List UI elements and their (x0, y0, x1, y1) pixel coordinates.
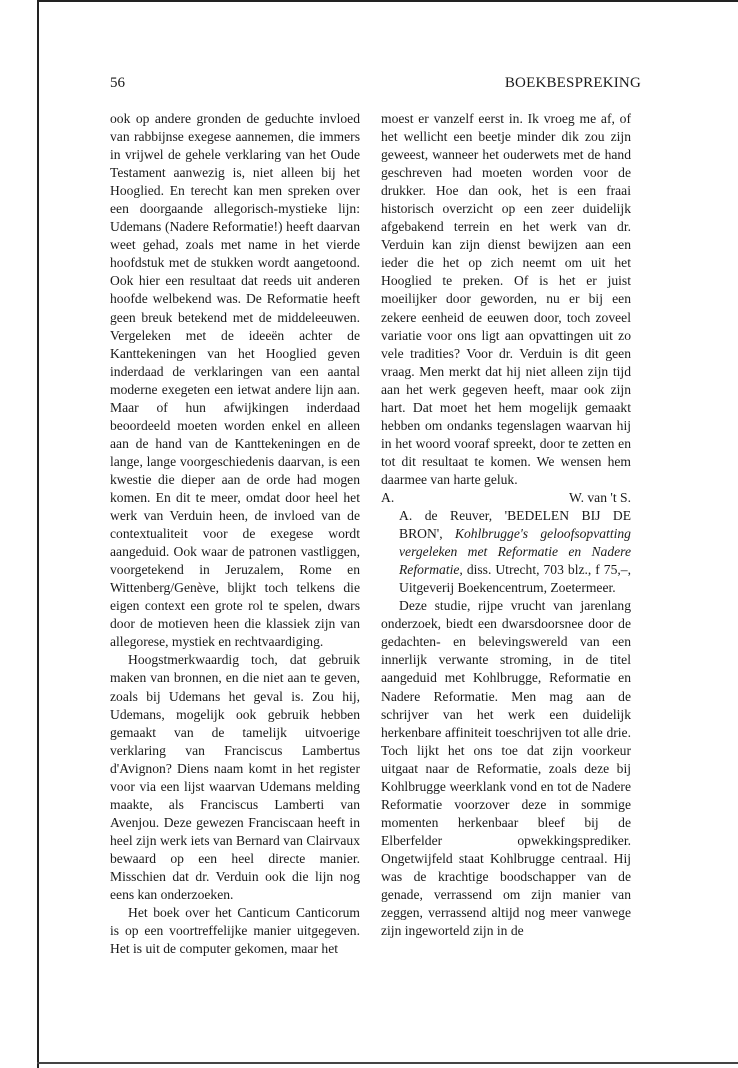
right-column (381, 110, 631, 940)
citation-details: diss. Utrecht, 703 blz., f 75,–, Uitgeverij Boekencentrum, Zoetermeer. (399, 562, 631, 596)
book-citation (381, 507, 631, 597)
signature-initial: A. (381, 489, 395, 505)
page-edge-bottom (37, 1062, 738, 1064)
page-edge-top (37, 0, 738, 2)
right-paragraph-2: Deze studie, rijpe vrucht van jarenlang onderzoek, biedt een dwarsdoorsnee door de gedachten- en belevingswereld van een innerlijk verwante stroming, in de titel aangeduid met Kohlbrugge, Reformatie en Nadere Reformatie. Men mag aan de schrijver van het werk een duidelijk herkenbare affiniteit toeschrijven tot alle drie. Toch lijkt het ons toe dat zijn voorkeur uitgaat naar de Reformatie, zoals deze bij Kohlbrugge weerklank vond en tot de Nadere Reformatie voorzover deze in sommige momenten herkenbaar bleef bij de Elberfelder opwekkingsprediker. Ongetwijfeld staat Kohlbrugge centraal. Hij was de krachtige boodschapper van de genade, verrassend om zijn manier van zeggen, verrassend altijd nog meer vanwege zijn ingeworteld zijn in de (381, 598, 631, 939)
right-paragraph-1: moest er vanzelf eerst in. Ik vroeg me af, of het wellicht een beetje minder dik zou zijn geweest, wanneer het ouderwets met de hand geschreven had moeten worden voor de drukker. Hoe dan ook, het is een fraai historisch overzicht op een zeer duidelijk afgebakend terrein en het werk van dr. Verduin kan zijn dienst bewijzen aan een ieder die het op zich neemt om uit het Hooglied te preken. Of is het er juist moeilijker door geworden, nu er bij een zekere eenheid de eeuwen door, toch zoveel variatie voor ons ligt aan opvattingen uit zo vele tradities? Voor dr. Verduin is dit geen vraag. Men merkt dat hij niet alleen zijn tijd aan het werk gegeven heeft, maar ook zijn hart. Dat moet het hem mogelijk gemaakt hebben om ondanks tegenslagen waarvan hij in het woord vooraf spreekt, door te zetten en tot dit resultaat te komen. We wensen hem daarmee van harte geluk. (381, 111, 631, 487)
citation-title: Kohlbrugge's geloofsopvatting vergeleken met Reformatie en Nadere Reformatie, (399, 526, 631, 578)
left-paragraph-1: ook op andere gronden de geduchte invloed van rabbijnse exegese aannemen, die immers in vrijwel de gehele verklaring van het Oude Testament aanwezig is, niet alleen bij het Hooglied. En terecht kan men spreken over een doorgaande allegorisch-mystieke lijn: Udemans (Nadere Reformatie!) heeft daarvan weet gehad, zoals met name in het vierde hoofdstuk met de stukken wordt aangetoond. Ook hier een resultaat dat reeds uit anderen hoofde welbekend was. De Reformatie heeft geen breuk betekend met de middeleeuwen. Vergeleken met de ideeën achter de Kanttekeningen van het Hooglied geven inderdaad de verklaringen van een aantal moderne exegeten een ietwat andere lijn aan. Maar of hun afwijkingen inderdaad beoordeeld moeten worden enkel en alleen aan de hand van de Kanttekeningen en de lange, lange voorgeschiedenis daarvan, is een kwestie die dieper aan de orde had mogen komen. En dit te meer, omdat door heel het werk van Verduin heen, de invloed van de contextualiteit voor de exegese wordt aangeduid. Ook waar de patronen vastliggen, voorgetekend in Jeruzalem, Rome en Wittenberg/Genève, blijkt toch telkens die eigen context een grote rol te spelen, dwars door de motieven heen die klassiek zijn van allegorese, mystiek en rechtvaardiging. (110, 111, 360, 650)
page-number: 56 (110, 75, 125, 91)
signature-name: W. van 't S. (569, 489, 631, 505)
left-paragraph-2: Hoogstmerkwaardig toch, dat gebruik maken van bronnen, en die niet aan te geven, zoals bij Udemans het geval is. Zou hij, Udemans, mogelijk ook gebruik hebben gemaakt van de tamelijk uitvoerige verklaring van Franciscus Lambertus d'Avignon? Diens naam komt in het register voor via een lijst waarvan Udemans melding maakte, als Franciscus Lamberti van Avenjou. Deze gewezen Franciscaan heeft in heel zijn werk iets van Bernard van Clairvaux bewaard op een heel directe manier. Misschien dat dr. Verduin ook die lijn nog eens kan onderzoeken. (110, 652, 360, 903)
citation-author: A. de Reuver, 'BEDELEN BIJ DE BRON', (399, 508, 631, 542)
review-signature (381, 489, 631, 507)
left-column (110, 110, 360, 958)
left-paragraph-3: Het boek over het Canticum Canticorum is op een voortreffelijke manier uitgegeven. Het is uit de computer gekomen, maar het (110, 905, 360, 957)
page-edge-left (37, 0, 39, 1068)
running-head: BOEKBESPREKING (504, 75, 641, 91)
